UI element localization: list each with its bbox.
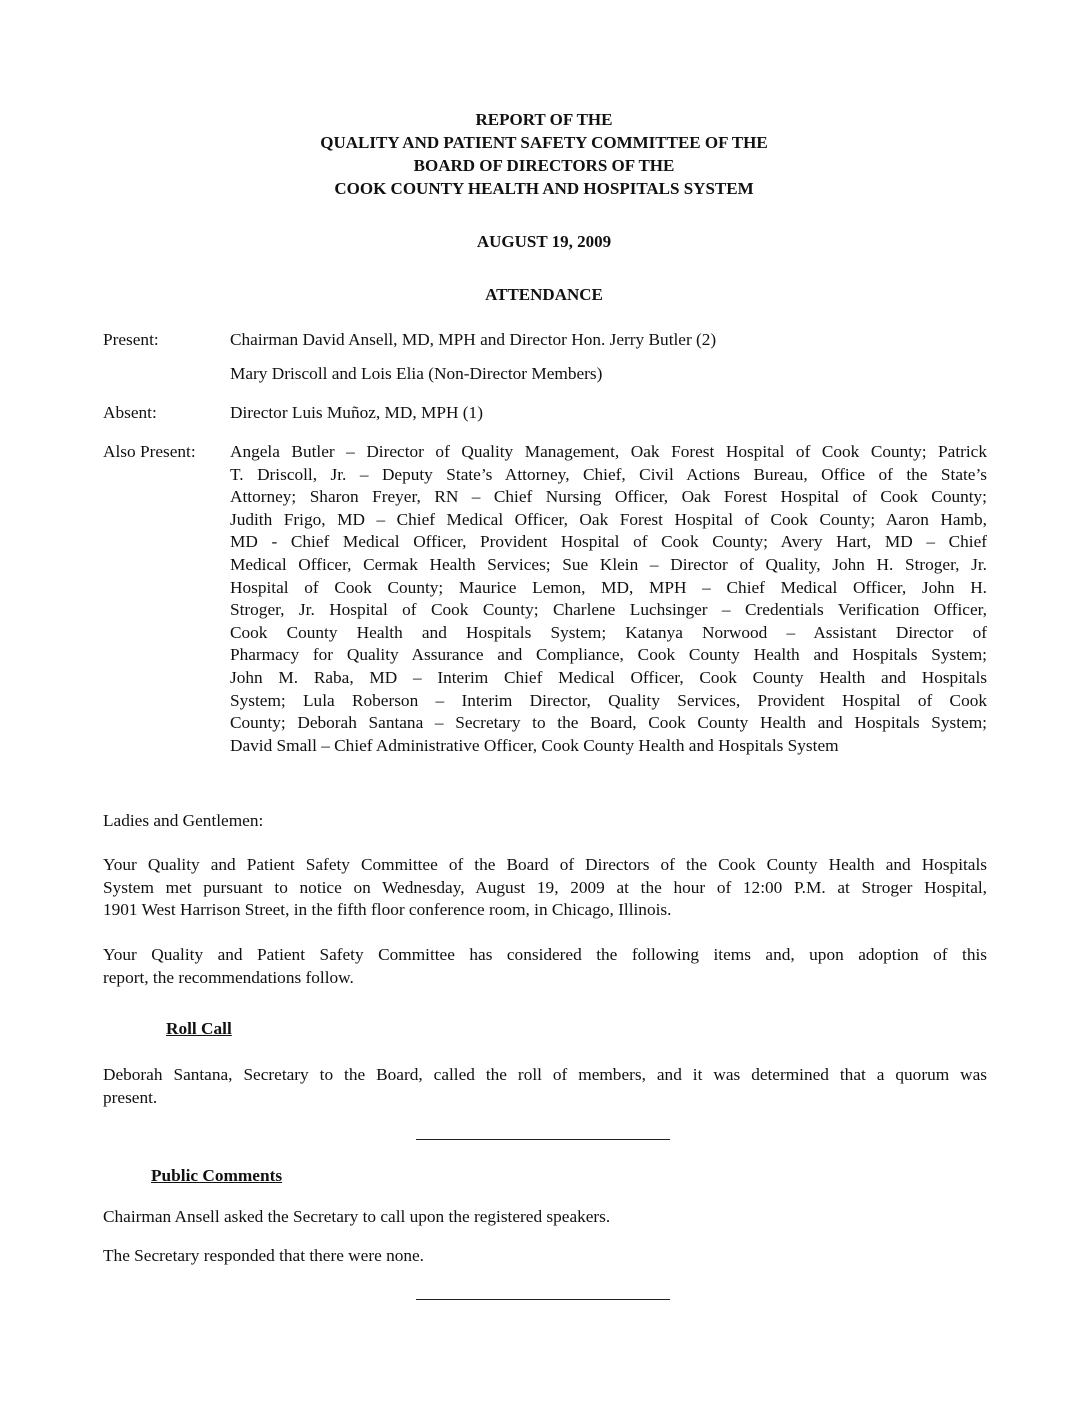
paragraph-line: System met pursuant to notice on Wednesday, August 19, 2009 at the hour of 12:00 P.M. at Stroger Hospital, <box>103 877 987 897</box>
meeting-notice-paragraph <box>103 854 987 922</box>
also-present-line: MD - Chief Medical Officer, Provident Hospital of Cook County; Avery Hart, MD – Chief <box>230 532 987 552</box>
paragraph-line: Your Quality and Patient Safety Committee has considered the following items and, upon adoption of this <box>103 945 987 964</box>
report-title-line-2: QUALITY AND PATIENT SAFETY COMMITTEE OF THE <box>320 133 768 152</box>
also-present-line: Medical Officer, Cermak Health Services; Sue Klein – Director of Quality, John H. Stroger, Jr. <box>230 554 987 574</box>
report-title-line-4: COOK COUNTY HEALTH AND HOSPITALS SYSTEM <box>334 179 754 198</box>
also-present-line: Cook County Health and Hospitals System; Katanya Norwood – Assistant Director of <box>230 622 987 642</box>
paragraph-line: Deborah Santana, Secretary to the Board, called the roll of members, and it was determined that a quorum was <box>103 1065 987 1084</box>
also-present-line: System; Lula Roberson – Interim Director, Quality Services, Provident Hospital of Cook <box>230 690 987 710</box>
section-divider <box>416 1139 670 1140</box>
salutation: Ladies and Gentlemen: <box>103 811 264 830</box>
also-present-label: Also Present: <box>103 442 196 461</box>
also-present-line: Hospital of Cook County; Maurice Lemon, MD, MPH – Chief Medical Officer, John H. <box>230 577 987 597</box>
also-present-line: David Small – Chief Administrative Officer, Cook County Health and Hospitals System <box>230 735 839 755</box>
report-title-line-3: BOARD OF DIRECTORS OF THE <box>413 156 675 175</box>
present-label: Present: <box>103 330 159 349</box>
present-line-2: Mary Driscoll and Lois Elia (Non-Director Members) <box>230 364 603 383</box>
also-present-list <box>230 441 987 757</box>
report-title-line-1: REPORT OF THE <box>475 110 613 129</box>
paragraph-line: Your Quality and Patient Safety Committee of the Board of Directors of the Cook County Health and Hospitals <box>103 855 987 874</box>
public-comments-line-1: Chairman Ansell asked the Secretary to call upon the registered speakers. <box>103 1207 611 1226</box>
paragraph-line: present. <box>103 1087 158 1107</box>
also-present-line: Stroger, Jr. Hospital of Cook County; Charlene Luchsinger – Credentials Verification Officer, <box>230 600 987 620</box>
report-date: AUGUST 19, 2009 <box>476 232 612 251</box>
roll-call-paragraph <box>103 1064 987 1109</box>
also-present-line: Judith Frigo, MD – Chief Medical Officer, Oak Forest Hospital of Cook County; Aaron Hamb, <box>230 509 987 529</box>
also-present-line: County; Deborah Santana – Secretary to the Board, Cook County Health and Hospitals System; <box>230 713 987 733</box>
attendance-heading: ATTENDANCE <box>485 285 603 304</box>
present-line-1: Chairman David Ansell, MD, MPH and Director Hon. Jerry Butler (2) <box>230 330 717 349</box>
also-present-line: John M. Raba, MD – Interim Chief Medical Officer, Cook County Health and Hospitals <box>230 667 987 687</box>
roll-call-heading: Roll Call <box>166 1019 232 1038</box>
also-present-line: Attorney; Sharon Freyer, RN – Chief Nursing Officer, Oak Forest Hospital of Cook County; <box>230 487 987 507</box>
paragraph-line: report, the recommendations follow. <box>103 967 354 987</box>
also-present-line: Pharmacy for Quality Assurance and Compliance, Cook County Health and Hospitals System; <box>230 645 987 665</box>
public-comments-heading: Public Comments <box>151 1166 283 1185</box>
section-divider <box>416 1299 670 1300</box>
also-present-line: Angela Butler – Director of Quality Management, Oak Forest Hospital of Cook County; Patrick <box>230 442 987 461</box>
recommendations-paragraph <box>103 944 987 989</box>
paragraph-line: 1901 West Harrison Street, in the fifth floor conference room, in Chicago, Illinois. <box>103 900 672 920</box>
public-comments-line-2: The Secretary responded that there were none. <box>103 1246 424 1265</box>
absent-label: Absent: <box>103 403 157 422</box>
also-present-line: T. Driscoll, Jr. – Deputy State’s Attorney, Chief, Civil Actions Bureau, Office of the State’s <box>230 464 987 484</box>
absent-line: Director Luis Muñoz, MD, MPH (1) <box>230 403 483 422</box>
